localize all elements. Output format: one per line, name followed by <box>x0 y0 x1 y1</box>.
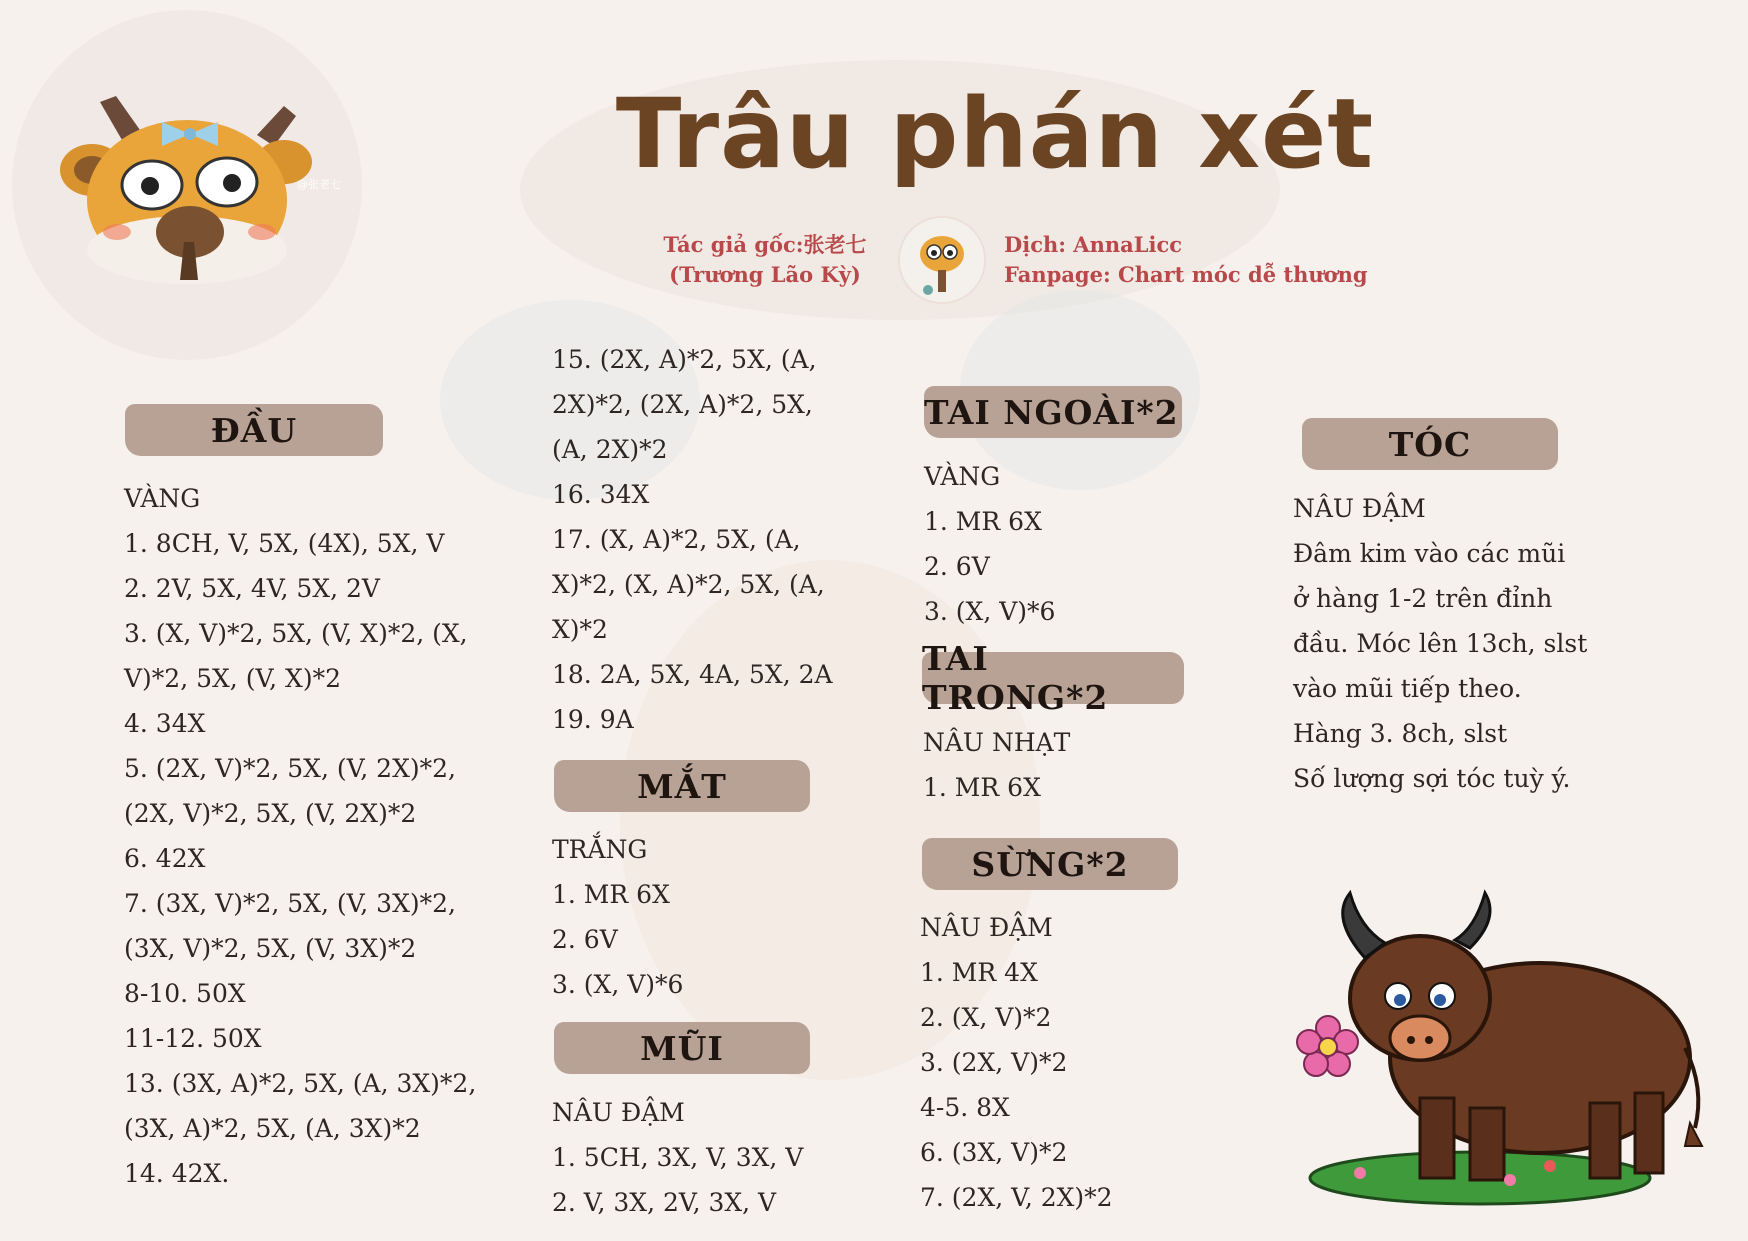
instruction-line: 1. MR 6X <box>923 773 1041 802</box>
instruction-line: NÂU ĐẬM <box>552 1098 685 1127</box>
instruction-line: 3. (X, V)*6 <box>552 970 684 999</box>
instruction-line: 2. 6V <box>552 925 618 954</box>
translator-avatar <box>898 216 986 304</box>
section-heading-tai-ngoai: TAI NGOÀI*2 <box>924 386 1182 438</box>
instruction-line: X)*2, (X, A)*2, 5X, (A, <box>552 570 825 599</box>
instruction-line: NÂU ĐẬM <box>1293 494 1426 523</box>
section-sung-instructions <box>920 905 1113 1220</box>
instruction-line: Đâm kim vào các mũi <box>1293 539 1566 568</box>
section-tai-ngoai-instructions <box>924 454 1055 634</box>
section-toc-instructions <box>1293 486 1587 801</box>
instruction-line: 1. 8CH, V, 5X, (4X), 5X, V <box>124 529 445 558</box>
instruction-line: VÀNG <box>124 484 201 513</box>
fanpage-line: Fanpage: Chart móc dễ thương <box>1004 262 1368 287</box>
author-line-1: Tác giả gốc:张老七 <box>663 232 867 257</box>
instruction-line: 6. (3X, V)*2 <box>920 1138 1068 1167</box>
instruction-line: 3. (X, V)*6 <box>924 597 1056 626</box>
instruction-line: 14. 42X. <box>124 1159 230 1188</box>
instruction-line: 2. V, 3X, 2V, 3X, V <box>552 1188 777 1217</box>
section-mui-instructions <box>552 1090 803 1225</box>
instruction-line: Số lượng sợi tóc tuỳ ý. <box>1293 764 1571 793</box>
section-tai-trong-instructions <box>923 720 1070 810</box>
section-heading-dau: ĐẦU <box>125 404 383 456</box>
section-mat-instructions <box>552 827 683 1007</box>
flower-icon <box>1296 1014 1360 1078</box>
instruction-line: 2. 6V <box>924 552 990 581</box>
instruction-line: (3X, A)*2, 5X, (A, 3X)*2 <box>124 1114 421 1143</box>
instruction-line: (2X, V)*2, 5X, (V, 2X)*2 <box>124 799 417 828</box>
instruction-line: 11-12. 50X <box>124 1024 262 1053</box>
instruction-line: (3X, V)*2, 5X, (V, 3X)*2 <box>124 934 417 963</box>
instruction-line: 18. 2A, 5X, 4A, 5X, 2A <box>552 660 833 689</box>
instruction-line: TRẮNG <box>552 835 648 864</box>
instruction-line: 3. (2X, V)*2 <box>920 1048 1068 1077</box>
author-line-2: (Trương Lão Kỳ) <box>669 262 861 287</box>
instruction-line: Hàng 3. 8ch, slst <box>1293 719 1508 748</box>
instruction-line: 7. (3X, V)*2, 5X, (V, 3X)*2, <box>124 889 456 918</box>
instruction-line: 6. 42X <box>124 844 206 873</box>
section-dau-instructions <box>124 476 476 1196</box>
instruction-line: đầu. Móc lên 13ch, slst <box>1293 629 1588 658</box>
author-credit <box>640 230 890 290</box>
instruction-line: ở hàng 1-2 trên đỉnh <box>1293 584 1553 613</box>
instruction-line: 19. 9A <box>552 705 634 734</box>
instruction-line: 17. (X, A)*2, 5X, (A, <box>552 525 801 554</box>
translator-line: Dịch: AnnaLicc <box>1004 232 1183 257</box>
instruction-line: 2X)*2, (2X, A)*2, 5X, <box>552 390 813 419</box>
instruction-line: 8-10. 50X <box>124 979 246 1008</box>
section-dau-continued <box>552 337 833 742</box>
instruction-line: 2. 2V, 5X, 4V, 5X, 2V <box>124 574 380 603</box>
instruction-line: 1. 5CH, 3X, V, 3X, V <box>552 1143 804 1172</box>
instruction-line: X)*2 <box>552 615 608 644</box>
section-heading-sung: SỪNG*2 <box>922 838 1178 890</box>
instruction-line: 4. 34X <box>124 709 206 738</box>
instruction-line: 3. (X, V)*2, 5X, (V, X)*2, (X, <box>124 619 468 648</box>
instruction-line: 1. MR 6X <box>924 507 1042 536</box>
instruction-line: NÂU ĐẬM <box>920 913 1053 942</box>
instruction-line: 16. 34X <box>552 480 650 509</box>
photo-watermark: @张老七 <box>297 178 341 191</box>
instruction-line: 1. MR 4X <box>920 958 1038 987</box>
avatar-icon <box>900 218 984 302</box>
section-heading-tai-trong: TAI TRONG*2 <box>922 652 1184 704</box>
instruction-line: VÀNG <box>924 462 1001 491</box>
instruction-line: V)*2, 5X, (V, X)*2 <box>124 664 341 693</box>
instruction-line: 4-5. 8X <box>920 1093 1010 1122</box>
instruction-line: 7. (2X, V, 2X)*2 <box>920 1183 1113 1212</box>
instruction-line: 2. (X, V)*2 <box>920 1003 1052 1032</box>
page-title: Trâu phán xét <box>615 78 1375 190</box>
instruction-line: 15. (2X, A)*2, 5X, (A, <box>552 345 817 374</box>
instruction-line: 5. (2X, V)*2, 5X, (V, 2X)*2, <box>124 754 456 783</box>
translator-credit <box>1004 230 1368 290</box>
instruction-line: 1. MR 6X <box>552 880 670 909</box>
instruction-line: vào mũi tiếp theo. <box>1293 674 1522 703</box>
instruction-line: (A, 2X)*2 <box>552 435 668 464</box>
section-heading-mat: MẮT <box>554 760 810 812</box>
instruction-line: NÂU NHẠT <box>923 728 1071 757</box>
section-heading-toc: TÓC <box>1302 418 1558 470</box>
instruction-line: 13. (3X, A)*2, 5X, (A, 3X)*2, <box>124 1069 477 1098</box>
section-heading-mui: MŨI <box>554 1022 810 1074</box>
